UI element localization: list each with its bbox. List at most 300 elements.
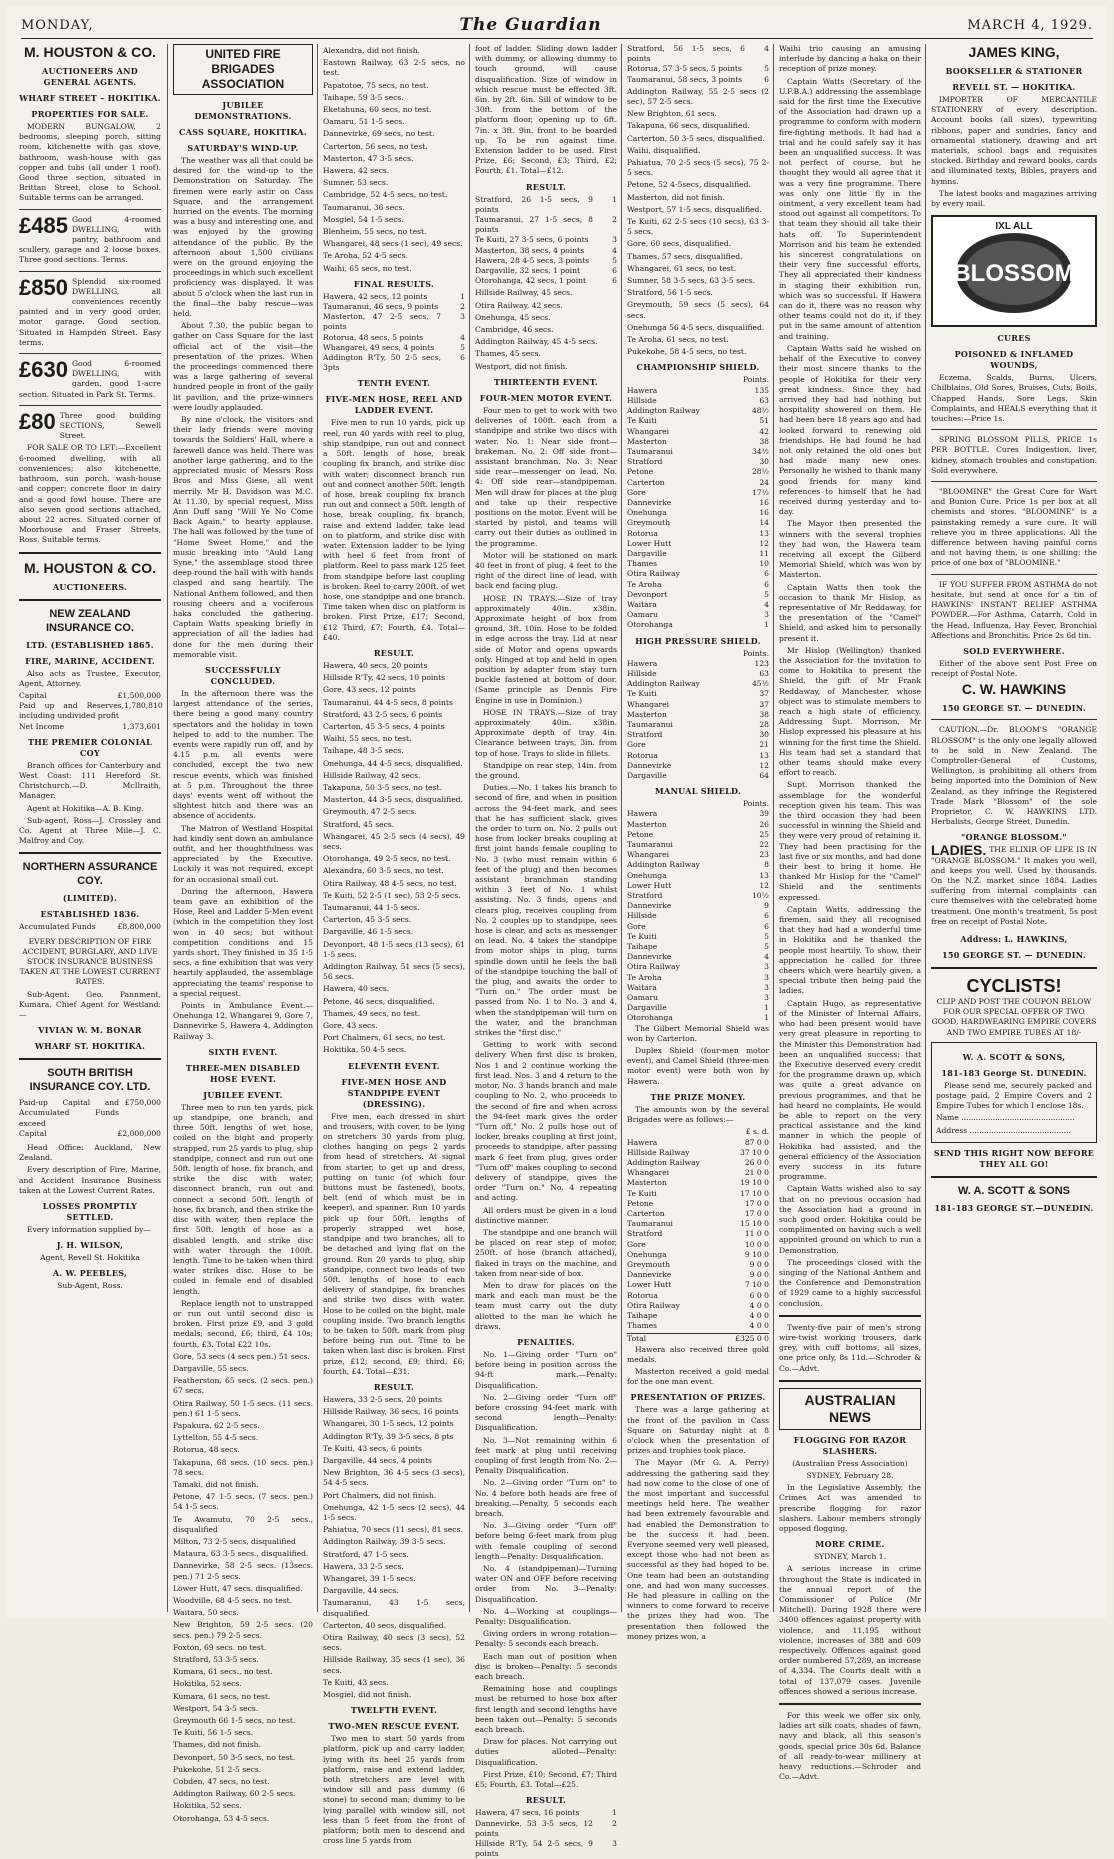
masthead-title: The Guardian (459, 15, 602, 35)
cass-square: CASS SQUARE, HOKITIKA. (179, 127, 307, 137)
list-item: Masterton, 47 3-5 secs. (323, 153, 414, 163)
peebles-name: A. W. PEEBLES, (52, 1268, 128, 1279)
table-row: Addington Railway 48½ (627, 406, 769, 416)
list-item: Te Kuiti, 43 secs, 6 points (323, 1443, 422, 1453)
address-line-2: 150 GEORGE ST. — DUNEDIN. (942, 949, 1086, 960)
sold-everywhere: SOLD EVERYWHERE. (963, 645, 1065, 656)
list-item: Papatotoe, 75 secs, no test. (323, 80, 429, 90)
table-row: Gore 10 0 0 (627, 1239, 769, 1249)
list-item: Carterton, 45 3-5 secs. (323, 915, 412, 925)
south-british-heading: SOUTH BRITISH INSURANCE COY. LTD. (29, 1067, 151, 1094)
list-item: Gore, 43 secs, 12 points (323, 685, 416, 695)
list-item: Petone, 47 1-5 secs. (7 secs. pen.) 54 1-5 secs. (173, 1492, 313, 1512)
list-item: Te Aroha, 52 4-5 secs. (323, 251, 408, 261)
high-pressure-table (627, 659, 769, 781)
table-row: Whangarei 21 0 0 (627, 1168, 769, 1178)
column-6 (779, 44, 921, 1782)
established: ESTABLISHED 1836. (40, 909, 140, 920)
list-item: Te Kuiti, 43 secs. (323, 1677, 389, 1687)
table-row: Rotorua, 57 3-5 secs, 5 points 5 (627, 64, 769, 74)
final-results-table (323, 292, 465, 374)
sub-agent: Sub-agent, Ross—J. Crossley and Co. Agent at Three Mile—J. C. Malfroy and Coy. (19, 815, 161, 846)
penalty: No. 1—Giving order "Turn on" before being in position across the 94-ft mark.—Penalty: Disqualification. (475, 1349, 617, 1390)
list-item: Rotorua, 48 secs. (173, 1445, 240, 1455)
table-row: Addington Railway 8 (627, 860, 769, 870)
address-line: Address: L. HAWKINS, (960, 933, 1068, 944)
houston-heading-2: M. HOUSTON & CO. (24, 559, 156, 576)
table-row: Masterton, 47 2-5 secs, 7 points 3 (323, 312, 465, 332)
wilson-address: Agent, Revell St. Hokitika (40, 1253, 140, 1263)
list-item: Pukekohe, 58 4-5 secs, no test. (627, 347, 747, 357)
success-heading: SUCCESSFULLY CONCLUDED. (205, 664, 281, 686)
table-row: Dargaville 64 (627, 771, 769, 780)
tenth-event: TENTH EVENT. (357, 378, 431, 389)
table-row: Addington R'Ty, 50 2-5 secs, 3pts 6 (323, 353, 465, 373)
list-item: Hawera, 40 secs. (323, 984, 390, 994)
results-list (323, 1395, 465, 1700)
table-row: Carterton 17 0 0 (627, 1208, 769, 1218)
table-row: Dannevirke 4 (627, 952, 769, 962)
three-men-heading: THREE-MEN DISABLED HOSE EVENT. (185, 1062, 301, 1084)
list-item: Eastown Railway, 63 2-5 secs, no test. (323, 58, 465, 78)
table-row: Masterton 26 (627, 819, 769, 829)
list-item: Waihi, 65 secs, no test. (323, 263, 412, 273)
saturday: SATURDAY'S WIND-UP. (187, 143, 299, 153)
result-heading: RESULT. (373, 647, 415, 658)
blossom-word: BLOSSOM (953, 260, 1075, 288)
presentation-heading: PRESENTATION OF PRIZES. (630, 1392, 766, 1403)
five-men-heading: FIVE-MEN HOSE, REEL AND LADDER EVENT. (325, 394, 463, 416)
table-row: Onehunga 16 (627, 508, 769, 518)
table-row: Devonport 5 (627, 589, 769, 599)
nz-insurance-heading: NEW ZEALAND INSURANCE CO. (45, 607, 134, 634)
article-paragraph: Four men to get to work with two deliveries of 100ft. each from a standpipe and strike two discs with water. No. 1: Near side front—brakeman. No. 2: Off side front—assistant branchman. No. 3: Near side rear—messenger on lead. No. 4: Off side rear—standpipeman. Men will draw for places at the plug and take up their respective positions on the motor. Event will be started by pistol, and teams will carry out their duties as outlined in the programme. (475, 405, 617, 548)
article-paragraph: Captain Watts then took the occasion to thank Mr Hislop, as representative of Mr Reddaway, for the presentation of the "Camel" Shield, and asked him to personally present it. (779, 582, 921, 643)
table-row: Hillside 6 (627, 911, 769, 921)
table-row: Gore 17½ (627, 487, 769, 497)
list-item: Whangarei, 61 secs, no test. (627, 263, 737, 273)
table-row: Whangarei 37 (627, 699, 769, 709)
table-row: Stratford 10½ (627, 891, 769, 901)
list-item: Sumner, 58 3-5 secs, 63 3-5 secs. (627, 276, 756, 286)
list-item: Onehunga, 42 1-5 secs (2 secs), 44 1-5 secs. (323, 1502, 465, 1522)
list-item: Masterton, did not finish. (627, 192, 725, 202)
article-paragraph: During the afternoon, Hawera team gave an exhibition of the Hose, Reel and Ladder 5-Men event (which in the competition they lost won in 40 secs; but without competition conditions and 15 yards short. They finished in 35 1-5 secs, a fine exhibition that was very heartily applauded, the assemblage appreciating the teams' response to a special request. (173, 886, 313, 998)
table-row: Otira Railway 6 (627, 569, 769, 579)
list-item: Kumara, 61 secs., no test. (173, 1667, 273, 1677)
prize-money-table (627, 1138, 769, 1332)
table-row: Dannevirke 9 (627, 901, 769, 911)
article-paragraph: The weather was all that could be desired for the wind-up to the Demonstration on Saturday. The firemen were early astir on Cass Square, and the arrangement hurried on the events. The morning was a busy and interesting one, and was enjoyed by the growing attendance of the public. By the afternoon about 1,500 civilians were on the ground enjoying the proceedings in which such excellent proficiency was displayed. It was about 5 o'clock when the last run in the final—the baby rescue—was held. (173, 156, 313, 319)
price: £485 (19, 212, 68, 238)
list-item: Whangarei, 48 secs (1 sec), 49 secs. (323, 239, 463, 249)
sb-paid-row: Paid-up Capital and Accumulated Funds exceed £750,000 (19, 1098, 161, 1128)
five-stand-heading: FIVE-MEN HOSE AND STANDPIPE EVENT (DRESSING). (341, 1076, 447, 1109)
list-item: Alexandra, 60 3-5 secs, no test. (323, 866, 444, 876)
cyclists-heading: CYCLISTS! (966, 975, 1062, 996)
thirteenth-event: THIRTEENTH EVENT. (493, 376, 599, 387)
list-item: Taumaranui, 44 4-5 secs, 8 points (323, 697, 453, 707)
list-item: Hillside Railway, 45 secs. (475, 288, 573, 298)
property-text: Three good building SECTIONS, Sewell Street. (59, 410, 161, 441)
article-paragraph: Getting to work with second delivery When first disc is broken, Nos 1 and 2 continue working the first lead. Nos. 3 and 4 return to the motor, No. 3 hands branch and male coupling to No. 2, who proceeds to the second of fire and when across the 94-feet mark gives the order "Turn off," No. 2 pulls hose out of locker, breaks coupling at first joint, proceeds to standpipe, after passing mark 6 feet from plug, gives order "Turn off" makes coupling to second delivery of standpipe, gives the order "Turn on." No. 4 repeating and acting. (475, 1040, 617, 1203)
list-item: Dargaville, 46 1-5 secs. (323, 927, 414, 937)
prize-line: First Prize, £10; Second, £7; Third £5; Fourth, £3. Total—£25. (475, 1769, 617, 1790)
list-item: Carterton, 56 secs, no test. (323, 141, 428, 151)
table-row: Dannevirke 9 0 0 (627, 1270, 769, 1280)
table-row: Stratford, 26 1-5 secs, 9 points 1 (475, 194, 617, 214)
list-item: Stratford, 43 2-5 secs, 6 points (323, 709, 443, 719)
list-item: Westport, did not finish. (475, 361, 568, 371)
coupon-address-field[interactable]: Address .......................................... (936, 1125, 1071, 1135)
eleventh-event: ELEVENTH EVENT. (348, 1060, 440, 1071)
list-item: Otorohanga, 49 2-5 secs, no test. (323, 854, 451, 864)
table-row: Oamaru 3 (627, 610, 769, 620)
table-row: Taumaranui, 46 secs, 9 points 2 (323, 302, 465, 312)
list-item: Tamaki, did not finish. (173, 1479, 259, 1489)
article-paragraph: Waihi trio causing an amusing interlude by dancing a haka on their reception of prize money. (779, 44, 921, 74)
table-row: Taumaranui 15 10 0 (627, 1219, 769, 1229)
list-item: Waitara, 50 secs. (173, 1608, 239, 1618)
list-item: Otira Railway, 42 secs. (475, 300, 563, 310)
list-item: Greymouth 66 1-5 secs, no test. (173, 1716, 296, 1726)
article-paragraph: Captain Watts (Secretary of the U.F.B.A.) addressing the assemblage said for the first time the Executive of the Association had drawn up a programme to conform with modern fire-fighting methods. It had had a trial and he could safely say it has been an unqualified success. It was not perfect of course, but he thought they would all agree that it was a very fine programme. There was only one little fly in the ointment, a very excellent team had stood out against all competitors. To that team they should all take their hats off. To Superintendent Morrison and his team he extended his sincerest congratulations on their very fine successful efforts. They all appreciated their kindness in staging their exhibition run, which was so successful. If Hawera can do it, there was no reason why other teams could not do it, if they put in the same amount of attention and training. (779, 76, 921, 341)
article-paragraph: Duplex Shield (four-men motor event), and Camel Shield (three-men motor event) were both won by Hawera. (627, 1046, 769, 1086)
list-item: New Brighton, 36 4-5 secs (3 secs), 54 4-5 secs. (323, 1468, 465, 1488)
list-item: Eketahuna, 60 secs, no test. (323, 105, 432, 115)
sb-office: Head Office: Auckland, New Zealand. (19, 1143, 161, 1163)
table-row: Thames 4 0 0 (627, 1321, 769, 1331)
list-item: Addington R'Ty, 39 3-5 secs, 8 pts (323, 1431, 454, 1441)
list-item: Petone, 46 secs, disqualified. (323, 996, 435, 1006)
list-item: Westport, 54 3-5 secs. (173, 1703, 259, 1713)
list-item: Te Awamutu, 70 2-5 secs., disqualified (173, 1514, 313, 1534)
capital-row: Capital £1,500,000 (19, 690, 161, 700)
table-row: Carterton 24 (627, 477, 769, 487)
four-motor-heading: FOUR-MEN MOTOR EVENT. (479, 392, 613, 403)
list-item: Westport, 57 1-5 secs, disqualified. (627, 204, 762, 214)
article-paragraph: A serious increase in crime throughout the State is indicated in the annual report of the Commissioner of Police (Mr Mitchell). During 1928 there were 3400 offences against property with violence, and 11,195 without violence, increases of 388 and 609 respectively. Offences against good order numbered 57,289, an increase of 4,334. The Courts dealt with a total of 137,079 cases. Juvenile offences showed a serious increase. (779, 1564, 921, 1696)
table-row: Taihape 5 (627, 942, 769, 952)
table-row: Petone 28½ (627, 467, 769, 477)
table-row: Whangarei, 49 secs, 4 points 5 (323, 342, 465, 352)
table-row: Addington Railway 26 0 0 (627, 1157, 769, 1167)
table-row: Petone 25 (627, 829, 769, 839)
list-item: Dannevirke, 69 secs, no test. (323, 129, 435, 139)
table-row: Addington Railway 45½ (627, 679, 769, 689)
list-item: Oamaru, 51 1-5 secs. (323, 117, 405, 127)
spring-pills-ad: SPRING BLOSSOM PILLS, PRICE 1s PER BOTTLE. Cures Indigestion, liver, kidney, stomach troubles and constipation. Sold everywhere. (931, 435, 1097, 475)
article-paragraph: The Matron of Westland Hospital had kindly sent down an ambulance outfit, and her thoughtfulness was appreciated by the Executive. Luckily it was not required, except for an occasional small cut. (173, 823, 313, 884)
article-paragraph: In the afternoon there was the largest attendance of the series, there being a good many country spectators and the holiday in town helped to add to the number. The events were rapidly run off, and by 4.15 p.m. all events were concluded, except the two new rescue events, which was finished at 5 p.m. Throughout the three days' events went off without the slightest hitch and there was an absence of accidents. (173, 688, 313, 821)
list-item: Hawera, 42 secs. (323, 166, 390, 176)
masthead (21, 12, 1093, 39)
houston-sub: AUCTIONEERS AND GENERAL AGENTS. (42, 66, 138, 87)
table-row: Te Kuiti 5 (627, 931, 769, 941)
article-paragraph: The proceedings closed with the singing of the National Anthem and the Conference and Demonstration of 1929 came to a highly successful conclusion. (779, 1257, 921, 1308)
list-item: Takapuna, 66 secs, disqualified. (627, 121, 750, 131)
twelfth-event: TWELFTH EVENT. (350, 1705, 438, 1716)
asthma-ad: IF YOU SUFFER FROM ASTHMA do not hesitate, but send at once for a tin of HAWKINS' INSTANT RELIEF ASTHMA POWDER.—For Asthma, Catarrh, Cold in the Head, Influenza, Hay Fever, Bronchial Affections and Bronchitis. Price 2s 6d tin. (931, 579, 1097, 640)
list-item: Gore, 53 secs (4 secs pen.) 51 secs. (173, 1351, 310, 1361)
list-item: Hokitika, 52 secs. (173, 1679, 242, 1689)
article-paragraph: Two men to start 50 yards from platform, pick up and carry ladder, lying with its heel 25 yards from platform, raise and extend ladder, both stretchers are level with window sill and pass dummy (6 stone) to second man; dummy to be lying parallel with window sill, not less than 5 feet from the front of platform; both men to descend and cross line 5 yards from (323, 1734, 465, 1846)
property-text: Good 4-roomed DWELLING, with pantry, bathroom and scullery, garage and 2 loose boxes. Three good sections. Terms. (19, 214, 161, 265)
result-heading: RESULT. (525, 181, 567, 192)
table-row: Te Kuiti, 27 3-5 secs, 6 points 3 (475, 235, 617, 245)
penalty: Draw for places. Not carrying out duties alloted—Penalty: Disqualification. (475, 1737, 617, 1767)
auctioneers: AUCTIONEERS. (52, 581, 128, 592)
table-row: Masterton, 38 secs, 4 points 4 (475, 245, 617, 255)
list-item: Otorohanga, 53 4-5 secs. (173, 1813, 270, 1823)
list-item: Mosgiel, did not finish. (323, 1690, 412, 1700)
penalty: Giving orders in wrong rotation—Penalty: 5 seconds each breach. (475, 1629, 617, 1649)
orange-blossom: "ORANGE BLOSSOM." (961, 832, 1067, 843)
price: £850 (19, 274, 68, 300)
column-rule (469, 44, 470, 1612)
article-paragraph: Five men, each dressed in shirt and trousers, with cover, to be lying on stretchers 30 yards from plug, clothes hanging on pegs 2 yards from head of stretchers. At signal from starter, to get up and dress, putting on tunic (of which four buttons must be fastened), boots, belt (end of which must be in keeper), and spanner. Run 10 yards pick up four 50ft. lengths of properly strapped wet hose, standpipe and two branches, all to be detached and lying flat on the ground. Run 20 yards to plug, ship standpipe, connect two leads of two 50ft. lengths of hose to each delivery of standpipe, fix branches and strike two discs with water. Hose to be coiled on the bight, male coupling inside. Two branch lengths to be taken to 50ft. mark from plug before being run out. Time to be taken when last disc is broken. First prize, £12; second, £9; third, £6; fourth, £4. Total—£31. (323, 1111, 465, 1376)
list-item: Takapuna, 50 3-5 secs, no test. (323, 782, 443, 792)
list-item: New Brighton, 61 secs. (627, 109, 717, 119)
table-row: Otorohanga 1 (627, 620, 769, 630)
list-item: Port Chalmers, 61 secs, no test. (323, 1033, 446, 1043)
list-item: Taihape, 59 3-5 secs. (323, 92, 404, 102)
accumulated-row: Accumulated Funds £8,800,000 (19, 922, 161, 932)
jubilee-event: JUBILEE EVENT. (203, 1089, 283, 1100)
list-item: Hawera, 33 2-5 secs, 20 points (323, 1394, 442, 1404)
wilson-name: J. H. WILSON, (56, 1240, 124, 1251)
article-paragraph: foot of ladder. Sliding down ladder with dummy, or allowing dummy to touch ground, will cause disqualification. Size of window in which rescue must be effected 3ft. 6in. by 2ft. 6in. Sill of window to be 30ft. from the bottom of the platform floor, opening up to 6ft. 7in. x 3ft. 9in. front to be boarded up. To be run against time. Extension ladder to be used. First Prize, £6; Second, £3; Third, £2; Fourth, £1. Total—£12. (475, 44, 617, 176)
property-text: Good 6-roomed DWELLING, with garden, good 1-acre section. Situated in Park St. Terms. (19, 359, 161, 399)
list-item: Dannevirke, 58 2-5 secs. (13secs. pen.) 71 2-5 secs. (173, 1561, 313, 1581)
column-rule (317, 44, 318, 1612)
list-item: Onehunga 56 4-5 secs, disqualified. (627, 322, 765, 332)
table-row: Lower Hutt 12 (627, 538, 769, 548)
nz-kinds: FIRE, MARINE, ACCIDENT. (25, 655, 155, 666)
article-paragraph: The Mayor (Mr G. A. Perry) addressing the gathering said they had now come to the close of one of the most important and successful meetings held here. The weather had been extremely favourable and had enabled the Demonstration to be the success it had been. Everyone seemed very well pleased, except those who had not been as successful as they had hoped to be. One team had been an outstanding one, and had won many successes. He had pleasure in calling on the winners to come forward to receive the prizes they had won. The presentation then followed the money prizes won, a (627, 1458, 769, 1641)
table-row: Rotorua, 48 secs, 5 points 4 (323, 332, 465, 342)
table-row: Lower Hutt 12 (627, 880, 769, 890)
list-item: Te Aroha, 61 secs, no test. (627, 335, 729, 345)
list-item: Blenheim, 55 secs, no test. (323, 227, 427, 237)
table-row: Gore 6 (627, 921, 769, 931)
column-5 (627, 44, 769, 1641)
list-item: Te Kuiti, 62 2-5 secs (10 secs), 63 3-5 secs. (627, 217, 769, 237)
article-paragraph: Mr Hislop (Wellington) thanked the Association for the invitation to come to Hokitika to present the Shield, the gift of Mr Frank Reddaway, of Manchester, whose object was to stimulate members to reach a high state of efficiency. Addressing Supt. Morrison, Mr Hislop expressed his pleasure at his winning for the first time the Shield. His team had set a standard that other teams should make every effort to reach. (779, 645, 921, 778)
pm-header: £ s. d. (745, 1127, 769, 1137)
table-row: Hillside R'Ty, 54 2-5 secs, 9 points 3 (475, 1838, 617, 1859)
list-item: Taumaranui, 44 1-5 secs. (323, 903, 420, 913)
table-row: Otira Railway 4 0 0 (627, 1300, 769, 1310)
list-item: Gore, 43 secs. (323, 1021, 378, 1031)
table-row: Te Kuiti 51 (627, 416, 769, 426)
table-row: Taumaranui 34½ (627, 446, 769, 456)
article-paragraph: Motor will be stationed on mark 40 feet in front of plug, 4 feet to the right of the direct line of lead, with back end facing plug. (475, 550, 617, 591)
table-row: Waitara 4 (627, 599, 769, 609)
table-row: Masterton 38 (627, 436, 769, 446)
two-rescue-heading: TWO-MEN RESCUE EVENT. (328, 1721, 460, 1732)
list-item: Otira Railway, 40 secs (3 secs), 52 secs. (323, 1633, 465, 1653)
list-item: Stratford, 47 1-5 secs. (323, 1549, 409, 1559)
results-list (323, 46, 465, 274)
points-header: Points. (742, 648, 769, 658)
penalty: No. 3—Not remaining within 6 feet mark at plug until receiving coupling of first length from No. 2—Penalty Disqualification. (475, 1435, 617, 1476)
article-paragraph: Hawera also received three gold medals. (627, 1344, 769, 1364)
table-row: Greymouth 9 0 0 (627, 1259, 769, 1269)
blossom-text: Eczema, Scalds, Burns, Ulcers, Chilblains, Old Sores, Bruises, Cuts, Boils, Chapped Hands, Sore Legs, Skin Complaints, and HEALS everything that it touches:—Price 1s. (931, 373, 1097, 424)
list-item: Pahiatua, 70 secs (11 secs), 81 secs. (323, 1525, 463, 1535)
coupon-text: Please send me, securely packed and postage paid, 2 Empire Covers and 2 Empire Tubes for which I enclose 18s. (936, 1080, 1092, 1111)
table-row: Stratford 30 (627, 730, 769, 740)
table-row: Otorohanga 1 (627, 1013, 769, 1023)
list-item: Waihi, disqualified. (627, 145, 701, 155)
list-item: Takapuna, 68 secs. (10 secs. pen.) 78 secs. (173, 1457, 313, 1477)
sb-every: Every description of Fire, Marine, and Accident Insurance Business taken at the Lowest Current Rates. (19, 1165, 161, 1195)
column-4 (475, 44, 617, 1859)
nz-est: LTD. (ESTABLISHED 1865. (26, 639, 154, 650)
table-row: Hawera 39 (627, 809, 769, 819)
blossom-advert-image (931, 215, 1097, 327)
list-item: Carterton, 50 3-5 secs, disqualified. (627, 133, 765, 143)
article-paragraph: Captain Watts, addressing the firemen, said they all recognised that they had had a wonderful time in Hokitika and he thanked the people most heartily. To show, their appreciation he called for three cheers which were heartily given, a special tribute then being paid the ladies. (779, 904, 921, 996)
table-row: Taumaranui 22 (627, 840, 769, 850)
net-income-row: Net Income 1,373,601 (19, 721, 161, 731)
list-item: Addington Railway, 51 secs (5 secs), 56 secs. (323, 962, 465, 982)
article-paragraph: All orders must be given in a loud distinctive manner. (475, 1205, 617, 1225)
list-item: Te Kuiti, 52 2-5 (1 sec), 53 2-5 secs. (323, 890, 461, 900)
table-row: Hillside 63 (627, 395, 769, 405)
list-item: Thames, 49 secs, no test. (323, 1008, 421, 1018)
list-item: Whangarei, 39 1-5 secs. (323, 1573, 416, 1583)
table-row: Otira Railway 3 (627, 962, 769, 972)
penalty: No. 4—Working at couplings—Penalty: Disqualification. (475, 1606, 617, 1627)
newspaper-page (7, 6, 1107, 1859)
list-item: Thames, 57 secs, disqualified. (627, 251, 743, 261)
list-item: Mosgiel, 54 1-5 secs. (323, 214, 404, 224)
penalty: No. 3—Giving order "Turn off" before being 6-feet mark from plug with female coupling of second length—Penalty: Disqualification. (475, 1521, 617, 1561)
penalty: Each man out of position when disc is broken—Penalty: 5 seconds each breach. (475, 1651, 617, 1682)
list-item: Gore, 60 secs, disqualified. (627, 239, 732, 249)
list-item: Thames, did not finish. (173, 1740, 261, 1750)
for-sale-ad: FOR SALE OR TO LET:—Excellent 6-roomed dwelling, with all conveniences; also kitchenette, bathroom, sun porch, wash-house and copper; concrete floor in dairy and a good fowl house. There are also seven good sections attached, about 22 acres. Situated corner of Moorhouse and Fraser Streets, Ross. Suitable terms. (19, 443, 161, 545)
list-item: Cambridge, 46 secs. (475, 325, 554, 335)
northern-limited: (LIMITED). (62, 893, 118, 904)
table-row: Onehunga 9 10 0 (627, 1249, 769, 1259)
table-row: Rotorua 6 0 0 (627, 1290, 769, 1300)
list-item: Greymouth, 47 2-5 secs. (323, 807, 417, 817)
list-item: Pahiatua, 70 2-5 secs (5 secs), 75 2-5 secs. (627, 158, 769, 178)
penalty: Remaining hose and couplings must be returned to hose box after first length and second lengths have been taken out—Penalty: 5 seconds each breach. (475, 1684, 617, 1735)
list-item: Addington Railway, 55 2-5 secs (2 sec), 57 2-5 secs. (627, 86, 769, 107)
more-crime-heading: MORE CRIME. (815, 1539, 885, 1550)
article-paragraph: Five men to run 10 yards, pick up reel, run 40 yards with reel to plug, ship standpipe, run out and connect a 50ft. length of hose, break coupling fix branch, and strike disc with water; disconnect branch run out and connect another 50ft. length of hose, break coupling fix branch run out and connect a 50ft. length of hose, break coupling, fix branch, raise and extend ladder, take lead on to platform, and strike disc with water. Extension ladder to be lying with heel 6 feet from front of platform. Reel to pass mark 125 feet from standpipe before last coupling is broken. Reel to carry 200ft. of wet hose, one standpipe and one branch. Time taken when disc on platform is broken. First Prize, £17; Second, £12 Third, £7; Fourth, £4. Total—£40. (323, 418, 465, 642)
masthead-day: MONDAY, (21, 17, 94, 33)
article-paragraph: Masterton received a gold medal for the one man event. (627, 1366, 769, 1387)
dateline: SYDNEY, March 1. (813, 1552, 887, 1562)
james-king-role: BOOKSELLER & STATIONER (945, 66, 1083, 76)
ladies-heading: LADIES. (931, 842, 987, 859)
list-item: Petone, 52 4-5secs, disqualified. (627, 180, 751, 190)
table-row: Dannevirke, 53 3-5 secs, 12 points 2 (475, 1818, 617, 1838)
article-paragraph: Points in Ambulance Event.—Onehunga 12, Whangarei 9, Gore 7, Dannevirke 5, Hawera 4, Addington Railway 3. (173, 1001, 313, 1041)
list-item: Lower Hutt, 47 secs. disqualified. (173, 1583, 303, 1593)
article-paragraph: Men to draw for places on the mark and each man must be the team must carry out the duty allotted to the man he which he draws. (475, 1280, 617, 1331)
list-item: Featherston, 65 secs. (2 secs. pen.) 67 secs. (173, 1376, 313, 1396)
championship-table (627, 386, 769, 631)
losses-settled: LOSSES PROMPTLY SETTLED. (42, 1201, 138, 1223)
article-paragraph: HOSE IN TRAYS.—Size of tray approximately 40in. x38in. Approximate depth of tray 4in. Clearance between trays, 3in. from top of hose. Trays to slide in fillets. (475, 707, 617, 758)
northern-heading: NORTHERN ASSURANCE COY. (22, 861, 158, 888)
blossom-logo-icon (933, 217, 1095, 321)
list-item: Hokitika, 50 4-5 secs. (323, 1045, 407, 1055)
table-row: Oamaru 3 (627, 993, 769, 1003)
list-item: Taumaranui, 36 secs. (323, 202, 405, 212)
post-free: Either of the above sent Post Free on receipt of Postal Note. (931, 658, 1097, 679)
list-item: Dargaville, 44 secs. (323, 1586, 399, 1596)
column-1 (19, 44, 161, 1612)
table-row: Hawera, 47 secs, 16 points 1 (475, 1808, 617, 1818)
list-item: Port Chalmers, did not finish. (323, 1490, 437, 1500)
table-row: Gore 21 (627, 740, 769, 750)
coupon-name-field[interactable]: Name ............................................... (936, 1113, 1075, 1123)
list-item: Taumaranui, 43 1-5 secs, disqualified. (323, 1598, 465, 1618)
list-item: Onehunga, 45 secs. (475, 312, 551, 322)
caution-ad: CAUTION.—Dr. BLOOM'S "ORANGE BLOSSOM" is the only one legally allowed to be sold in New Zealand. The Comptroller-General of Customs, Wellington, is prohibiting all others from being imported into the Dominion of New Zealand, as they infringe the Registered Trade Mark "Blossom" of the sole Proprietor, C. W. HAWKINS LTD. Herbalists, George Street, Dunedin. (931, 725, 1097, 827)
dateline: SYDNEY, February 28. (806, 1471, 894, 1480)
article-paragraph: Captain Hugo, as representative of the Minister of Internal Affairs, who had been present would have very great pleasure in reporting to the Minister this Demonstration had been an unqualified success; that the Executive deserved every credit for the programme drawn up, which was quite a great advance on previous programmes, and that he had heard no complaints. He would be able to report on the very practical assistance and the kind manner in which the people of Hokitika had assisted, and the general efficiency of the Association every success in its future programme. (779, 998, 921, 1182)
article-paragraph: The amounts won by the several Brigades were as follows:— (627, 1104, 769, 1125)
penalties-heading: PENALTIES. (517, 1336, 575, 1347)
coupon-firm: W. A. SCOTT & SONS, (962, 1051, 1066, 1062)
list-item: Mataura, 63 3-5 secs., disqualified. (173, 1549, 309, 1559)
list-item: Greymouth, 59 secs (5 secs), 64 secs. (627, 300, 769, 320)
penalty: No. 2—Giving order "Turn on" to No. 4 before both heads are free of breaking.—Penalty, 5 seconds each breach. (475, 1478, 617, 1519)
table-row: Masterton 19 10 0 (627, 1178, 769, 1188)
article-paragraph: There was a large gathering at the front of the pavilion in Cass Square on Saturday night at 8 o'clock when the presentation of prizes and trophies took place. (627, 1405, 769, 1456)
list-item: Otira Railway, 50 1-5 secs. (11 secs. pen.) 61 1-5 secs. (173, 1398, 313, 1418)
points-header: Points. (742, 375, 769, 385)
list-item: Thames, 45 secs. (475, 349, 541, 359)
table-row: Dargaville, 32 secs, 1 point 6 (475, 266, 617, 276)
houston-heading: M. HOUSTON & CO. (24, 44, 156, 60)
list-item: Devonport, 48 1-5 secs (13 secs), 61 1-5 secs. (323, 939, 465, 959)
scott-address: 181-183 GEORGE ST.—DUNEDIN. (934, 1202, 1094, 1213)
results-list (173, 1352, 313, 1824)
result-heading: RESULT. (373, 1381, 415, 1392)
list-item: Onehunga, 44 4-5 secs, disqualified. (323, 758, 463, 768)
list-item: Sumner, 53 secs. (323, 178, 389, 188)
table-row: Whangarei 23 (627, 850, 769, 860)
agent: Agent at Hokitika—A. B. King. (27, 803, 144, 813)
list-item: Addington Railway, 39 3-5 secs. (323, 1537, 446, 1547)
coupon[interactable] (931, 1042, 1097, 1143)
bloomine-ad: "BLOOMINE" the Great Cure for Wart and Bunion Cure. Price 1s per box at all chemists and stores. "BLOOMINE" is a painstaking remedy a sure cure. It will relieve you in three applications. All the difference between having painful corns and not having them, is one shilling; the price of one box of "BLOOMINE." (931, 487, 1097, 568)
table-row: Stratford 11 0 0 (627, 1229, 769, 1239)
result-heading: RESULT. (525, 1795, 567, 1806)
ladies-text: THE ELIXIR OF LIFE IS IN "ORANGE BLOSSOM." It makes you well, and keeps you well. Used by thousands. On the N.Z. market since 1884. Ladies suffering from internal complaints can cure themselves with the celebrated home treatment. One month's treatment, 5s post free on receipt of Postal Note. (931, 845, 1097, 926)
cyclists-text: CLIP AND POST THE COUPON BELOW FOR OUR SPECIAL OFFER OF TWO GOOD, HARDWEARING EMPIRE COVERS AND TWO EMPIRE TUBES AT 18/- (931, 996, 1097, 1037)
table-row: Hillside Railway 37 10 0 (627, 1147, 769, 1157)
blossom-top: IXL ALL (995, 221, 1033, 233)
coupon-address: 181-183 George St. DUNEDIN. (941, 1067, 1087, 1078)
list-item: Pukekohe, 51 2-5 secs. (173, 1764, 262, 1774)
list-item: Hillside Railway, 42 secs. (323, 770, 421, 780)
article-paragraph: Duties.—No. 1 takes his branch to second of fire, and when in position across the 94-feet mark, and sees that he has sufficient slack, gives the order to turn on. No. 2 pulls out hose from locker breaks coupling at first joint hands female coupling to No. 3 (who must remain within 6 feet of the plug) and then becomes assistant branchman standing within 3 feet of No. 1 whilst assisting. No. 3 finds, opens and clears plug, receives coupling from No. 2 couples up to standpipe, sees hose is clear, and acts as messenger on lead. No. 4 takes the standpipe from motor ships in plug, turns spindle down until he feels the ball of the standpipe touching the ball of the plug, and awaits the order to "Turn on." The order must be passed from No. 1 to No. 3 and 4, when the standpipeman will turn on the water, and the branchman strikes the "first disc." (475, 783, 617, 1038)
list-item: New Brighton, 59 2-5 secs. (20 secs. pen.) 79 2-5 secs. (173, 1620, 313, 1640)
column-rule (167, 44, 168, 1612)
table-row: Taihape 4 0 0 (627, 1310, 769, 1320)
results-table (475, 1808, 617, 1859)
